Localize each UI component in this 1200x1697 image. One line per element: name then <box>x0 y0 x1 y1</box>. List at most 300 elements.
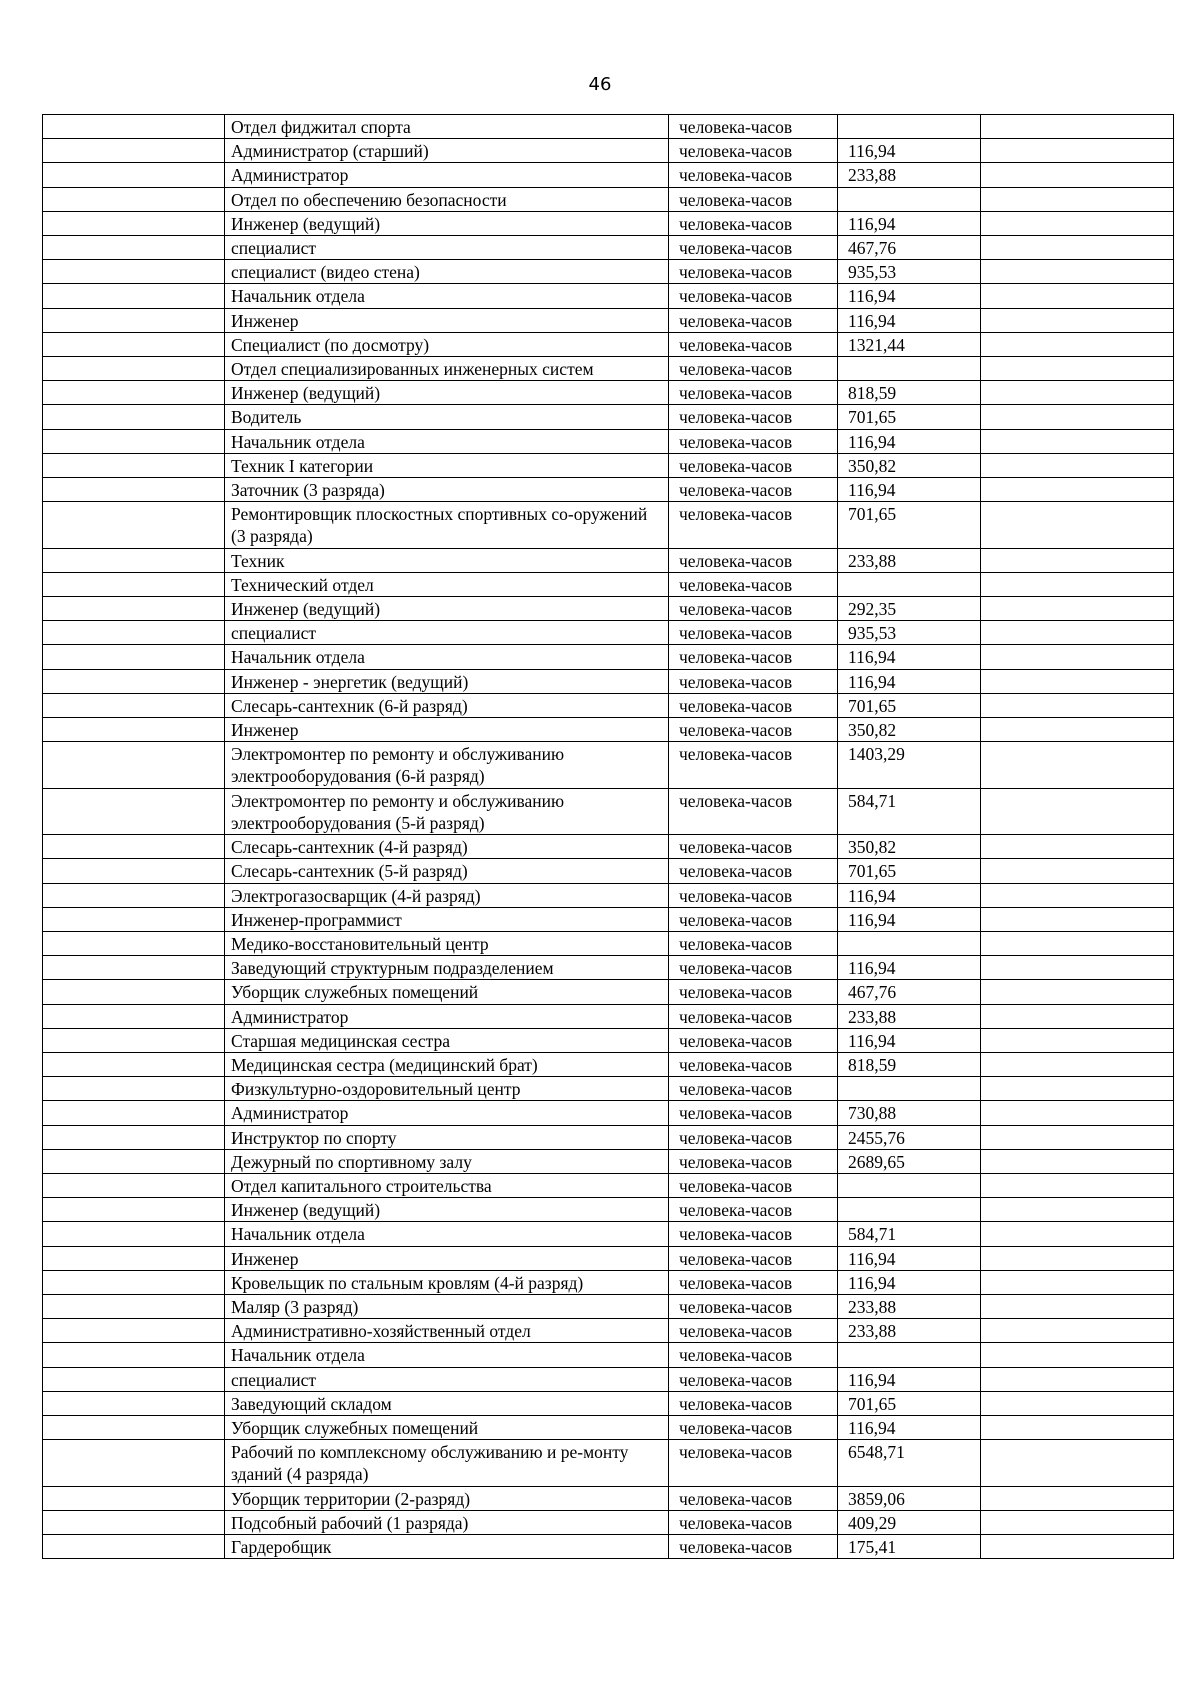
table-row <box>43 859 1174 883</box>
position-name-cell: Администратор <box>225 1101 669 1125</box>
table-row <box>43 693 1174 717</box>
position-name-cell: Заведующий складом <box>225 1391 669 1415</box>
empty-cell-left <box>43 163 225 187</box>
empty-cell-right <box>981 429 1174 453</box>
empty-cell-left <box>43 1077 225 1101</box>
unit-cell: человека-часов <box>669 859 838 883</box>
position-name-cell: Уборщик служебных помещений <box>225 1415 669 1439</box>
empty-cell-left <box>43 1319 225 1343</box>
position-name-cell: специалист <box>225 621 669 645</box>
position-name-cell: Техник <box>225 548 669 572</box>
position-name-cell: Инженер <box>225 1246 669 1270</box>
table-row <box>43 1367 1174 1391</box>
value-cell: 116,94 <box>838 284 981 308</box>
unit-cell: человека-часов <box>669 1319 838 1343</box>
table-row <box>43 187 1174 211</box>
unit-cell: человека-часов <box>669 1149 838 1173</box>
value-cell: 350,82 <box>838 718 981 742</box>
unit-cell: человека-часов <box>669 1198 838 1222</box>
empty-cell-left <box>43 883 225 907</box>
unit-cell: человека-часов <box>669 693 838 717</box>
value-cell: 2455,76 <box>838 1125 981 1149</box>
value-cell: 350,82 <box>838 835 981 859</box>
empty-cell-left <box>43 1534 225 1558</box>
empty-cell-right <box>981 956 1174 980</box>
empty-cell-right <box>981 931 1174 955</box>
empty-cell-right <box>981 1198 1174 1222</box>
unit-cell: человека-часов <box>669 260 838 284</box>
value-cell: 233,88 <box>838 1294 981 1318</box>
empty-cell-left <box>43 669 225 693</box>
position-name-cell: Отдел фиджитал спорта <box>225 115 669 139</box>
value-cell: 701,65 <box>838 859 981 883</box>
empty-cell-right <box>981 693 1174 717</box>
table-row <box>43 1101 1174 1125</box>
empty-cell-right <box>981 597 1174 621</box>
unit-cell: человека-часов <box>669 284 838 308</box>
empty-cell-left <box>43 211 225 235</box>
empty-cell-right <box>981 788 1174 834</box>
table-row <box>43 1246 1174 1270</box>
empty-cell-left <box>43 453 225 477</box>
empty-cell-left <box>43 1270 225 1294</box>
table-row <box>43 572 1174 596</box>
empty-cell-left <box>43 478 225 502</box>
empty-cell-left <box>43 931 225 955</box>
value-cell: 584,71 <box>838 1222 981 1246</box>
unit-cell: человека-часов <box>669 332 838 356</box>
value-cell <box>838 931 981 955</box>
value-cell <box>838 572 981 596</box>
position-name-cell: Электромонтер по ремонту и обслуживанию электрооборудования (6-й разряд) <box>225 742 669 788</box>
value-cell: 116,94 <box>838 139 981 163</box>
empty-cell-left <box>43 1415 225 1439</box>
value-cell: 701,65 <box>838 1391 981 1415</box>
value-cell: 730,88 <box>838 1101 981 1125</box>
position-name-cell: Подсобный рабочий (1 разряда) <box>225 1510 669 1534</box>
value-cell: 701,65 <box>838 693 981 717</box>
position-name-cell: Администратор <box>225 1004 669 1028</box>
unit-cell: человека-часов <box>669 1534 838 1558</box>
value-cell <box>838 1077 981 1101</box>
unit-cell: человека-часов <box>669 1415 838 1439</box>
position-name-cell: Уборщик территории (2-разряд) <box>225 1486 669 1510</box>
position-name-cell: Администратор (старший) <box>225 139 669 163</box>
position-name-cell: Специалист (по досмотру) <box>225 332 669 356</box>
empty-cell-right <box>981 332 1174 356</box>
empty-cell-right <box>981 548 1174 572</box>
empty-cell-right <box>981 1077 1174 1101</box>
table-row <box>43 284 1174 308</box>
position-name-cell: Отдел капитального строительства <box>225 1173 669 1197</box>
position-name-cell: Слесарь-сантехник (6-й разряд) <box>225 693 669 717</box>
empty-cell-right <box>981 669 1174 693</box>
position-name-cell: Начальник отдела <box>225 645 669 669</box>
empty-cell-left <box>43 1198 225 1222</box>
table-row <box>43 1125 1174 1149</box>
table-row <box>43 502 1174 548</box>
empty-cell-left <box>43 187 225 211</box>
table-row <box>43 718 1174 742</box>
position-name-cell: Уборщик служебных помещений <box>225 980 669 1004</box>
unit-cell: человека-часов <box>669 187 838 211</box>
empty-cell-left <box>43 332 225 356</box>
unit-cell: человека-часов <box>669 1510 838 1534</box>
empty-cell-right <box>981 139 1174 163</box>
position-name-cell: Инженер <box>225 718 669 742</box>
empty-cell-left <box>43 859 225 883</box>
empty-cell-left <box>43 1510 225 1534</box>
table-row <box>43 1294 1174 1318</box>
position-name-cell: Административно-хозяйственный отдел <box>225 1319 669 1343</box>
table-row <box>43 597 1174 621</box>
unit-cell: человека-часов <box>669 1294 838 1318</box>
value-cell: 3859,06 <box>838 1486 981 1510</box>
empty-cell-left <box>43 1125 225 1149</box>
empty-cell-right <box>981 742 1174 788</box>
position-name-cell: Электрогазосварщик (4-й разряд) <box>225 883 669 907</box>
unit-cell: человека-часов <box>669 405 838 429</box>
empty-cell-right <box>981 1534 1174 1558</box>
table-row <box>43 1319 1174 1343</box>
position-name-cell: специалист <box>225 236 669 260</box>
unit-cell: человека-часов <box>669 883 838 907</box>
empty-cell-right <box>981 883 1174 907</box>
value-cell <box>838 1343 981 1367</box>
empty-cell-right <box>981 1125 1174 1149</box>
position-name-cell: Слесарь-сантехник (4-й разряд) <box>225 835 669 859</box>
value-cell: 116,94 <box>838 645 981 669</box>
page-number: 46 <box>588 74 612 95</box>
table-row <box>43 1222 1174 1246</box>
unit-cell: человека-часов <box>669 645 838 669</box>
unit-cell: человека-часов <box>669 429 838 453</box>
position-name-cell: Гардеробщик <box>225 1534 669 1558</box>
table-row <box>43 260 1174 284</box>
position-name-cell: Слесарь-сантехник (5-й разряд) <box>225 859 669 883</box>
unit-cell: человека-часов <box>669 115 838 139</box>
unit-cell: человека-часов <box>669 1173 838 1197</box>
value-cell: 1321,44 <box>838 332 981 356</box>
unit-cell: человека-часов <box>669 548 838 572</box>
unit-cell: человека-часов <box>669 597 838 621</box>
empty-cell-right <box>981 1294 1174 1318</box>
value-cell: 584,71 <box>838 788 981 834</box>
empty-cell-right <box>981 502 1174 548</box>
position-name-cell: Инженер-программист <box>225 907 669 931</box>
unit-cell: человека-часов <box>669 835 838 859</box>
empty-cell-left <box>43 1149 225 1173</box>
empty-cell-left <box>43 381 225 405</box>
table-row <box>43 1028 1174 1052</box>
empty-cell-right <box>981 187 1174 211</box>
empty-cell-left <box>43 1101 225 1125</box>
empty-cell-right <box>981 260 1174 284</box>
empty-cell-left <box>43 236 225 260</box>
value-cell: 935,53 <box>838 260 981 284</box>
value-cell: 233,88 <box>838 1319 981 1343</box>
empty-cell-left <box>43 1246 225 1270</box>
value-cell: 116,94 <box>838 308 981 332</box>
value-cell: 467,76 <box>838 980 981 1004</box>
unit-cell: человека-часов <box>669 621 838 645</box>
empty-cell-left <box>43 1440 225 1486</box>
empty-cell-right <box>981 284 1174 308</box>
table-row <box>43 931 1174 955</box>
unit-cell: человека-часов <box>669 502 838 548</box>
unit-cell: человека-часов <box>669 1440 838 1486</box>
table-row <box>43 980 1174 1004</box>
value-cell <box>838 1198 981 1222</box>
position-name-cell: Отдел специализированных инженерных систем <box>225 357 669 381</box>
empty-cell-right <box>981 718 1174 742</box>
table-row <box>43 645 1174 669</box>
table-row <box>43 1004 1174 1028</box>
empty-cell-left <box>43 835 225 859</box>
unit-cell: человека-часов <box>669 572 838 596</box>
position-name-cell: Отдел по обеспечению безопасности <box>225 187 669 211</box>
table-row <box>43 1486 1174 1510</box>
position-name-cell: Кровельщик по стальным кровлям (4-й разряд) <box>225 1270 669 1294</box>
table-row <box>43 621 1174 645</box>
position-name-cell: Старшая медицинская сестра <box>225 1028 669 1052</box>
empty-cell-right <box>981 163 1174 187</box>
empty-cell-right <box>981 621 1174 645</box>
position-name-cell: Начальник отдела <box>225 429 669 453</box>
empty-cell-left <box>43 718 225 742</box>
table-row <box>43 163 1174 187</box>
empty-cell-right <box>981 308 1174 332</box>
position-name-cell: Заточник (3 разряда) <box>225 478 669 502</box>
unit-cell: человека-часов <box>669 1486 838 1510</box>
position-name-cell: Заведующий структурным подразделением <box>225 956 669 980</box>
empty-cell-left <box>43 429 225 453</box>
empty-cell-right <box>981 1028 1174 1052</box>
empty-cell-left <box>43 502 225 548</box>
empty-cell-left <box>43 1004 225 1028</box>
empty-cell-left <box>43 572 225 596</box>
empty-cell-left <box>43 284 225 308</box>
empty-cell-right <box>981 1101 1174 1125</box>
value-cell: 701,65 <box>838 405 981 429</box>
table-row <box>43 788 1174 834</box>
unit-cell: человека-часов <box>669 1367 838 1391</box>
unit-cell: человека-часов <box>669 788 838 834</box>
unit-cell: человека-часов <box>669 1246 838 1270</box>
unit-cell: человека-часов <box>669 1391 838 1415</box>
unit-cell: человека-часов <box>669 357 838 381</box>
empty-cell-left <box>43 1052 225 1076</box>
empty-cell-right <box>981 1343 1174 1367</box>
table-row <box>43 308 1174 332</box>
empty-cell-right <box>981 453 1174 477</box>
unit-cell: человека-часов <box>669 1052 838 1076</box>
position-name-cell: Техник I категории <box>225 453 669 477</box>
empty-cell-right <box>981 1270 1174 1294</box>
position-name-cell: Инженер (ведущий) <box>225 211 669 235</box>
position-name-cell: Начальник отдела <box>225 284 669 308</box>
empty-cell-left <box>43 1367 225 1391</box>
empty-cell-left <box>43 693 225 717</box>
value-cell: 116,94 <box>838 956 981 980</box>
empty-cell-right <box>981 645 1174 669</box>
value-cell: 116,94 <box>838 1028 981 1052</box>
value-cell: 701,65 <box>838 502 981 548</box>
value-cell: 233,88 <box>838 163 981 187</box>
empty-cell-right <box>981 1391 1174 1415</box>
value-cell: 2689,65 <box>838 1149 981 1173</box>
empty-cell-right <box>981 236 1174 260</box>
position-name-cell: Дежурный по спортивному залу <box>225 1149 669 1173</box>
value-cell: 350,82 <box>838 453 981 477</box>
table-row <box>43 115 1174 139</box>
value-cell: 116,94 <box>838 907 981 931</box>
value-cell: 116,94 <box>838 211 981 235</box>
position-name-cell: Инженер <box>225 308 669 332</box>
position-name-cell: Электромонтер по ремонту и обслуживанию электрооборудования (5-й разряд) <box>225 788 669 834</box>
table-row <box>43 1077 1174 1101</box>
empty-cell-left <box>43 260 225 284</box>
unit-cell: человека-часов <box>669 1077 838 1101</box>
unit-cell: человека-часов <box>669 956 838 980</box>
table-row <box>43 1510 1174 1534</box>
position-name-cell: специалист <box>225 1367 669 1391</box>
empty-cell-left <box>43 742 225 788</box>
position-name-cell: Маляр (3 разряд) <box>225 1294 669 1318</box>
empty-cell-right <box>981 1173 1174 1197</box>
empty-cell-left <box>43 1028 225 1052</box>
empty-cell-left <box>43 405 225 429</box>
unit-cell: человека-часов <box>669 1270 838 1294</box>
value-cell: 818,59 <box>838 1052 981 1076</box>
value-cell: 292,35 <box>838 597 981 621</box>
position-name-cell: Инженер (ведущий) <box>225 1198 669 1222</box>
unit-cell: человека-часов <box>669 1125 838 1149</box>
value-cell: 116,94 <box>838 478 981 502</box>
empty-cell-left <box>43 1343 225 1367</box>
empty-cell-right <box>981 859 1174 883</box>
unit-cell: человека-часов <box>669 236 838 260</box>
empty-cell-left <box>43 357 225 381</box>
table-row <box>43 1343 1174 1367</box>
empty-cell-left <box>43 548 225 572</box>
unit-cell: человека-часов <box>669 381 838 405</box>
empty-cell-left <box>43 1222 225 1246</box>
value-cell <box>838 187 981 211</box>
table-row <box>43 1270 1174 1294</box>
table-row <box>43 381 1174 405</box>
empty-cell-right <box>981 1052 1174 1076</box>
empty-cell-left <box>43 956 225 980</box>
empty-cell-right <box>981 1415 1174 1439</box>
empty-cell-left <box>43 907 225 931</box>
table-row <box>43 1052 1174 1076</box>
position-name-cell: Медико-восстановительный центр <box>225 931 669 955</box>
empty-cell-left <box>43 645 225 669</box>
value-cell <box>838 115 981 139</box>
position-name-cell: Инженер - энергетик (ведущий) <box>225 669 669 693</box>
table-row <box>43 883 1174 907</box>
empty-cell-left <box>43 1391 225 1415</box>
table-row <box>43 332 1174 356</box>
table-row <box>43 1149 1174 1173</box>
value-cell: 409,29 <box>838 1510 981 1534</box>
position-name-cell: Инженер (ведущий) <box>225 597 669 621</box>
empty-cell-left <box>43 139 225 163</box>
unit-cell: человека-часов <box>669 931 838 955</box>
table-row <box>43 907 1174 931</box>
value-cell: 467,76 <box>838 236 981 260</box>
unit-cell: человека-часов <box>669 1101 838 1125</box>
table-row <box>43 429 1174 453</box>
table-row <box>43 1198 1174 1222</box>
position-name-cell: Рабочий по комплексному обслуживанию и ре-монту зданий (4 разряда) <box>225 1440 669 1486</box>
empty-cell-right <box>981 980 1174 1004</box>
unit-cell: человека-часов <box>669 742 838 788</box>
table-row <box>43 1415 1174 1439</box>
table-row <box>43 1534 1174 1558</box>
empty-cell-right <box>981 1319 1174 1343</box>
position-name-cell: Физкультурно-оздоровительный центр <box>225 1077 669 1101</box>
position-name-cell: Инженер (ведущий) <box>225 381 669 405</box>
table-row <box>43 1440 1174 1486</box>
empty-cell-right <box>981 1440 1174 1486</box>
position-name-cell: Начальник отдела <box>225 1343 669 1367</box>
position-name-cell: Технический отдел <box>225 572 669 596</box>
empty-cell-left <box>43 1173 225 1197</box>
table-row <box>43 835 1174 859</box>
value-cell <box>838 1173 981 1197</box>
table-row <box>43 1173 1174 1197</box>
unit-cell: человека-часов <box>669 718 838 742</box>
unit-cell: человека-часов <box>669 139 838 163</box>
empty-cell-right <box>981 1222 1174 1246</box>
position-name-cell: Водитель <box>225 405 669 429</box>
position-name-cell: Медицинская сестра (медицинский брат) <box>225 1052 669 1076</box>
empty-cell-right <box>981 405 1174 429</box>
table-row <box>43 139 1174 163</box>
staff-hours-table <box>42 114 1174 1559</box>
value-cell: 116,94 <box>838 1270 981 1294</box>
empty-cell-right <box>981 1246 1174 1270</box>
unit-cell: человека-часов <box>669 1028 838 1052</box>
empty-cell-left <box>43 308 225 332</box>
unit-cell: человека-часов <box>669 453 838 477</box>
unit-cell: человека-часов <box>669 1004 838 1028</box>
empty-cell-right <box>981 1367 1174 1391</box>
position-name-cell: Ремонтировщик плоскостных спортивных со-оружений (3 разряда) <box>225 502 669 548</box>
unit-cell: человека-часов <box>669 669 838 693</box>
value-cell: 116,94 <box>838 1367 981 1391</box>
empty-cell-left <box>43 621 225 645</box>
empty-cell-right <box>981 115 1174 139</box>
empty-cell-left <box>43 980 225 1004</box>
unit-cell: человека-часов <box>669 907 838 931</box>
unit-cell: человека-часов <box>669 211 838 235</box>
table-row <box>43 742 1174 788</box>
value-cell: 935,53 <box>838 621 981 645</box>
value-cell: 175,41 <box>838 1534 981 1558</box>
table-row <box>43 236 1174 260</box>
empty-cell-right <box>981 211 1174 235</box>
table-row <box>43 1391 1174 1415</box>
empty-cell-right <box>981 835 1174 859</box>
empty-cell-right <box>981 907 1174 931</box>
empty-cell-right <box>981 1510 1174 1534</box>
unit-cell: человека-часов <box>669 163 838 187</box>
empty-cell-right <box>981 478 1174 502</box>
value-cell: 1403,29 <box>838 742 981 788</box>
